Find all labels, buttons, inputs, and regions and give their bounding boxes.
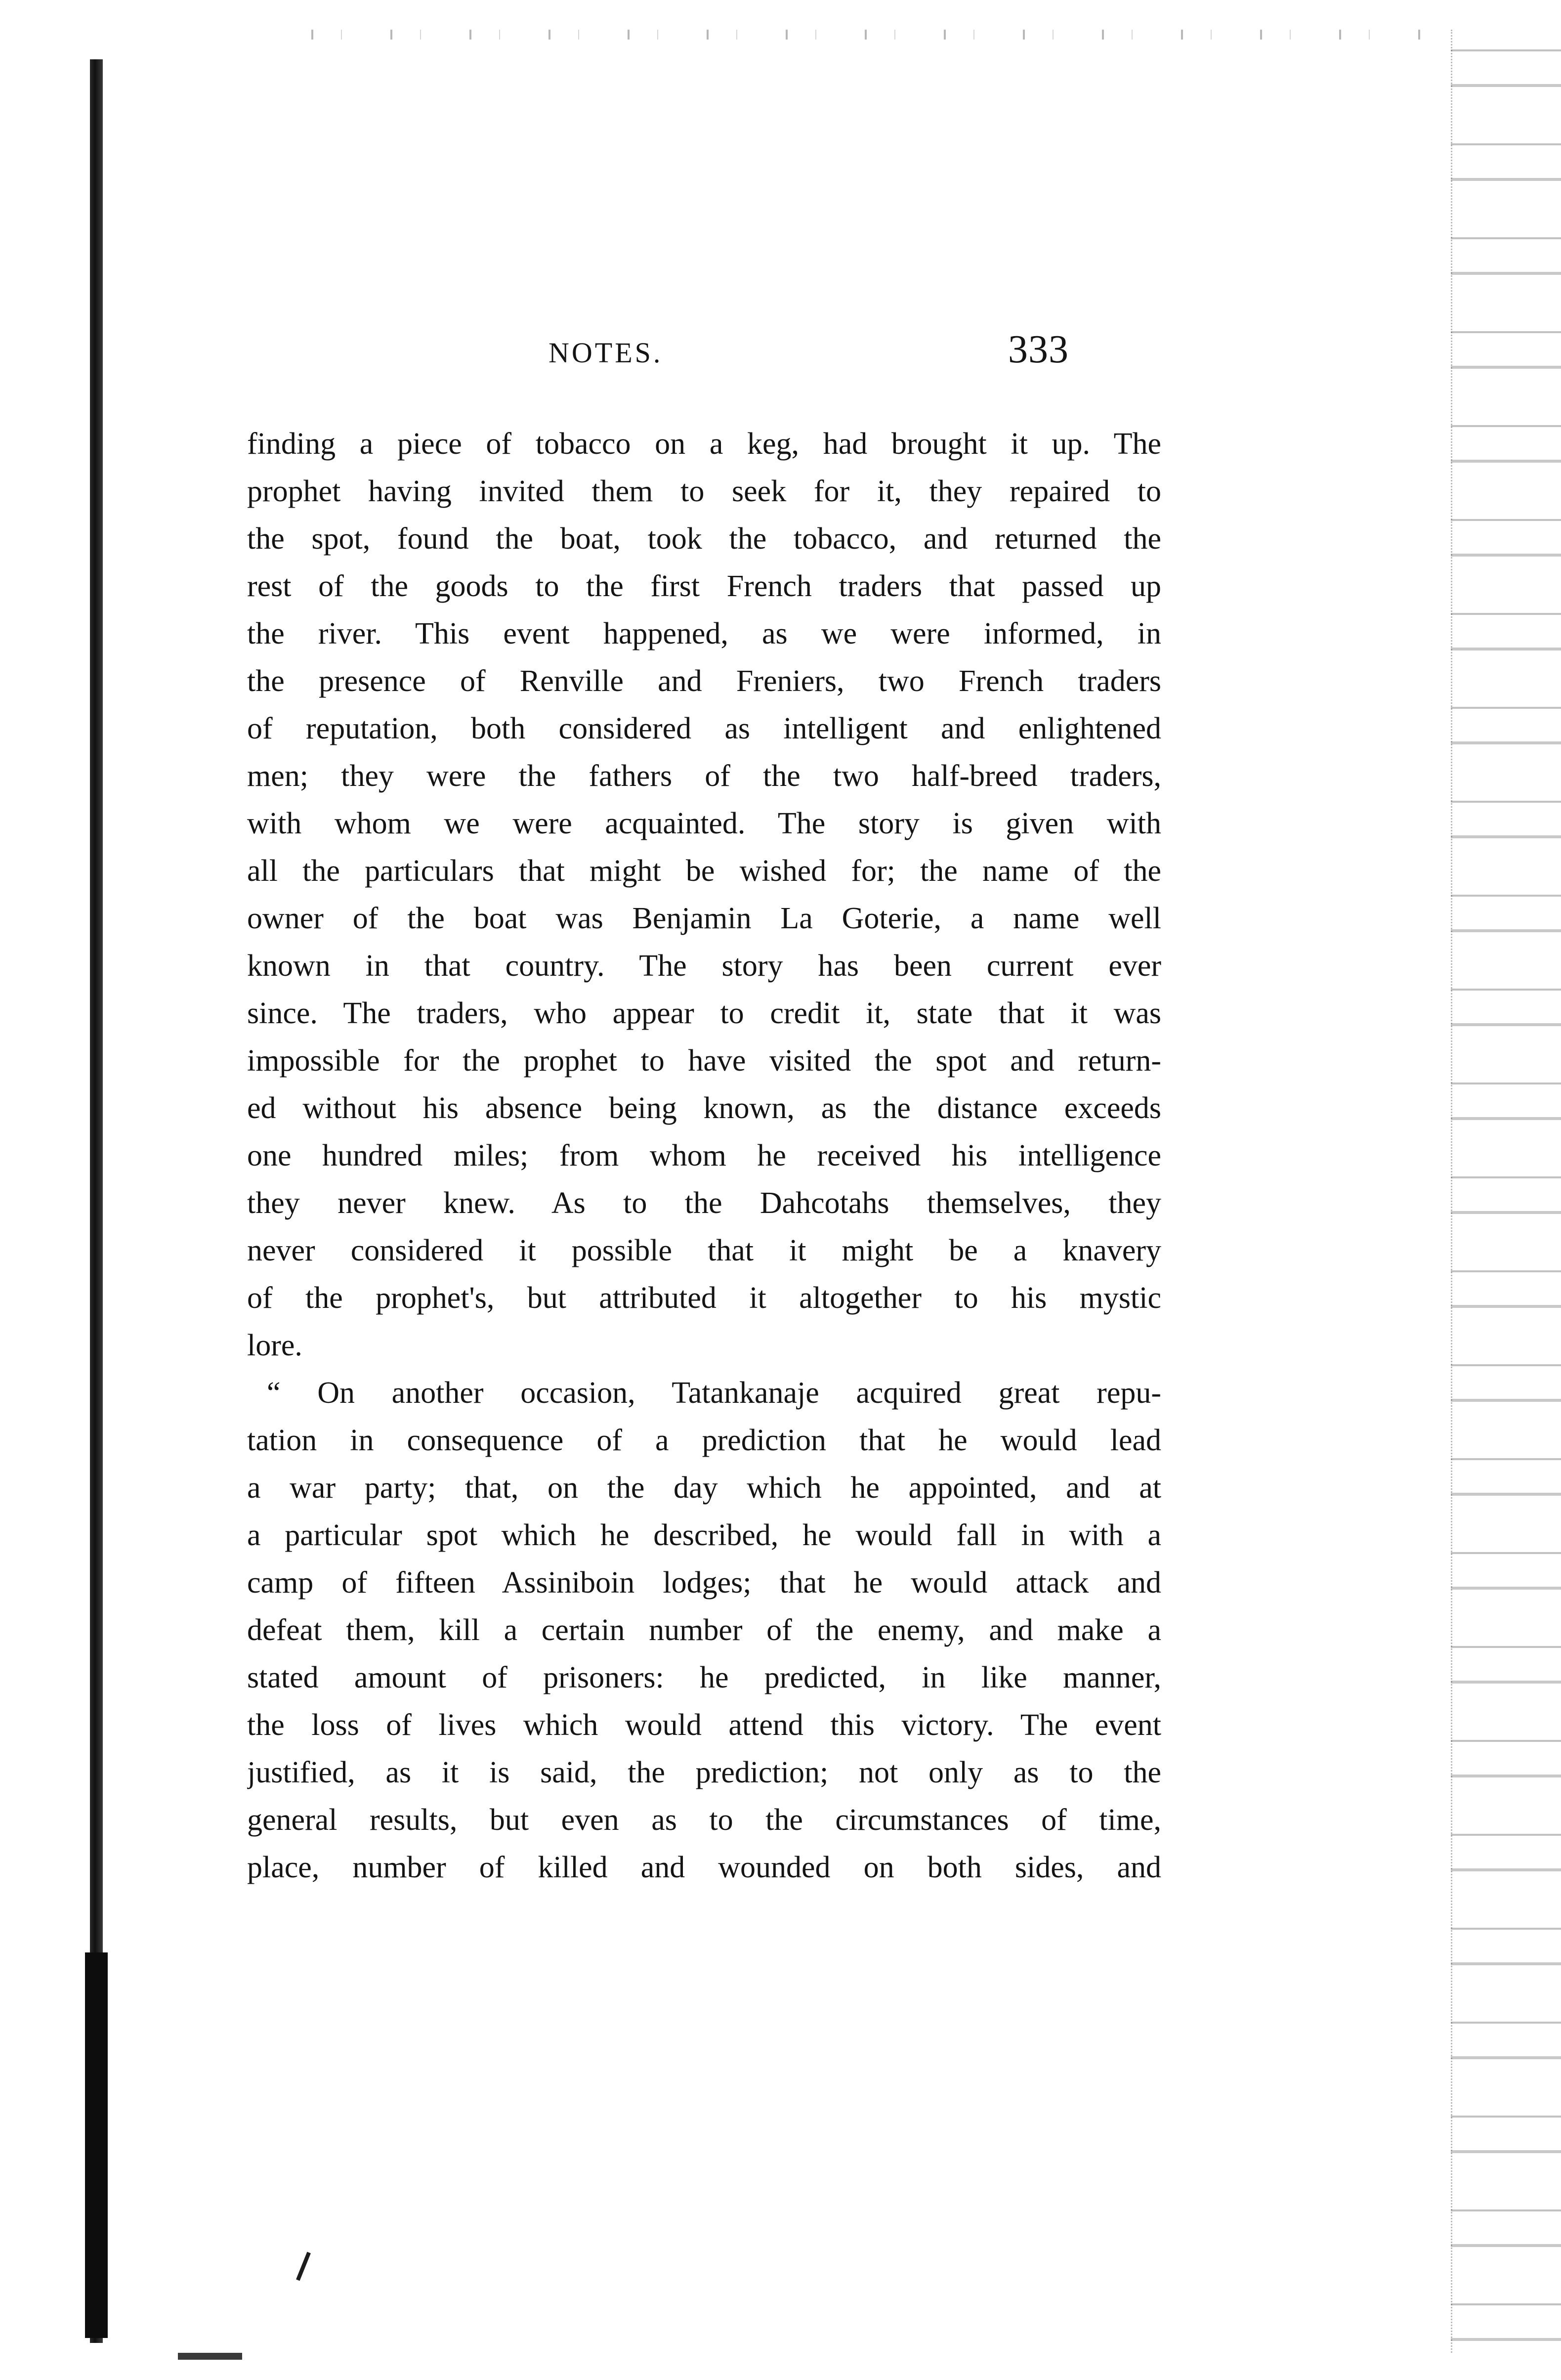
text-line: never considered it possible that it might be a knavery (247, 1234, 1161, 1267)
text-line: the river. This event happened, as we were informed, in (247, 617, 1161, 650)
scan-bottom-mark (178, 2353, 242, 2360)
text-line: the loss of lives which would attend this victory. The event (247, 1708, 1161, 1742)
text-line: “ On another occasion, Tatankanaje acquired great repu- (267, 1376, 1161, 1410)
text-line: with whom we were acquainted. The story is given with (247, 807, 1161, 840)
text-line: owner of the boat was Benjamin La Goterie, a name well (247, 902, 1161, 935)
text-line: defeat them, kill a certain number of the enemy, and make a (247, 1613, 1161, 1647)
text-line: tation in consequence of a prediction that he would lead (247, 1424, 1161, 1457)
text-line: stated amount of prisoners: he predicted, in like manner, (247, 1661, 1161, 1694)
text-line: ed without his absence being known, as the distance exceeds (247, 1091, 1161, 1125)
text-line: the presence of Renville and Freniers, two French traders (247, 664, 1161, 698)
text-line: prophet having invited them to seek for it, they repaired to (247, 475, 1161, 508)
text-line: a war party; that, on the day which he appointed, and at (247, 1471, 1161, 1505)
text-line: known in that country. The story has been current ever (247, 949, 1161, 983)
scan-right-edge-artifacts (1451, 30, 1561, 2353)
text-line: of the prophet's, but attributed it altogether to his mystic (247, 1281, 1161, 1315)
text-line: justified, as it is said, the prediction; not only as to the (247, 1756, 1161, 1789)
running-title: NOTES. (548, 337, 663, 369)
text-line: they never knew. As to the Dahcotahs themselves, they (247, 1186, 1161, 1220)
text-line: a particular spot which he described, he would fall in with a (247, 1518, 1161, 1552)
page-number: 333 (1008, 328, 1069, 371)
text-line: one hundred miles; from whom he received his intelligence (247, 1139, 1161, 1172)
scan-stray-mark (296, 2252, 311, 2281)
text-line: men; they were the fathers of the two half-breed traders, (247, 759, 1161, 793)
text-line: of reputation, both considered as intelligent and enlightened (247, 712, 1161, 745)
text-line: camp of fifteen Assiniboin lodges; that he would attack and (247, 1566, 1161, 1600)
text-line: the spot, found the boat, took the tobacco, and returned the (247, 522, 1161, 556)
text-line: all the particulars that might be wished for; the name of the (247, 854, 1161, 888)
text-line: lore. (247, 1329, 302, 1362)
text-line: general results, but even as to the circumstances of time, (247, 1803, 1161, 1837)
text-line: finding a piece of tobacco on a keg, had brought it up. The (247, 427, 1161, 461)
body-text (247, 420, 1161, 1891)
text-line: impossible for the prophet to have visited the spot and return- (247, 1044, 1161, 1078)
text-line: rest of the goods to the first French traders that passed up (247, 569, 1161, 603)
scan-speckle-top (296, 30, 1433, 40)
text-line: since. The traders, who appear to credit it, state that it was (247, 996, 1161, 1030)
text-line: place, number of killed and wounded on both sides, and (247, 1851, 1161, 1884)
scan-spine-shadow-lower (85, 1952, 108, 2338)
